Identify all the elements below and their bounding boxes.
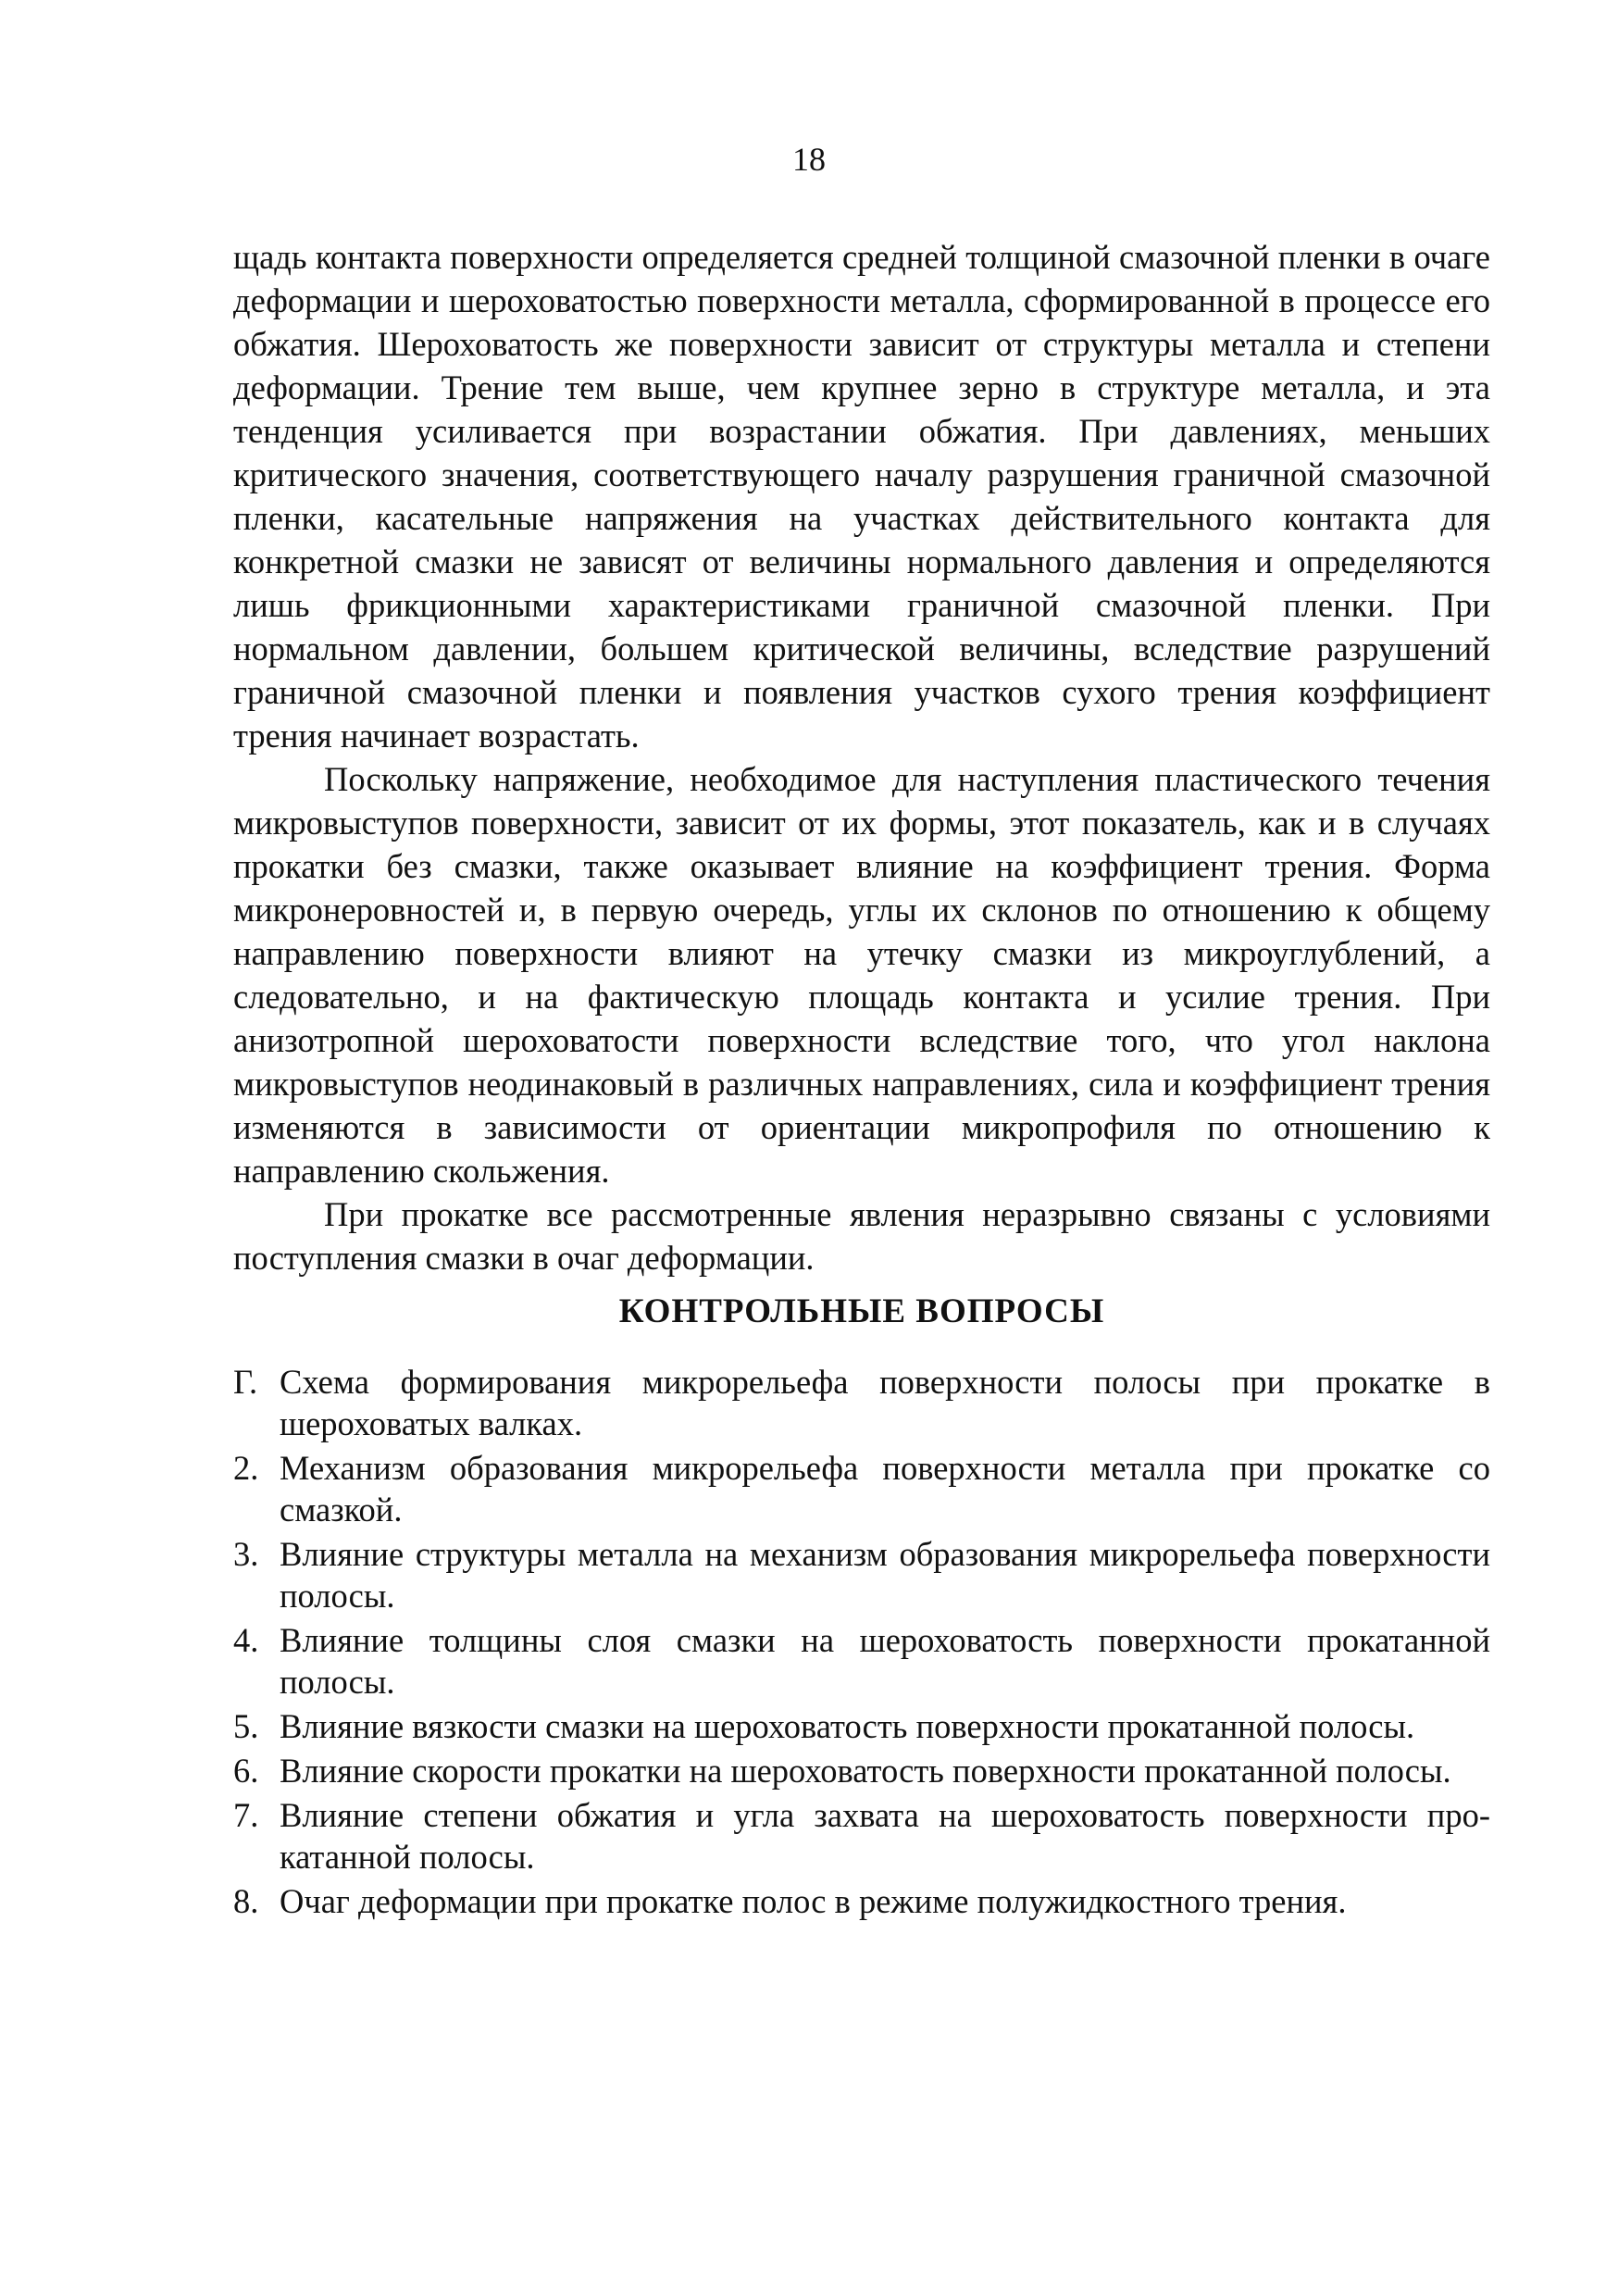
question-text: Влияние толщины слоя смазки на шероховатость поверхности прокатанной полосы. [280, 1621, 1490, 1701]
question-number: 3. [233, 1535, 259, 1573]
question-text: Механизм образования микрорельефа поверхности металла при прокатке со смазкой. [280, 1449, 1490, 1529]
question-item [233, 1619, 1490, 1703]
paragraph-continuation: щадь контакта поверхности определяется средней толщиной смазочной пленки в очаге деформации и шероховатостью поверхности металла, сформированной в процессе его обжатия. Шероховатость же поверхности зависит от структуры металла и степени деформации. Трение тем выше, чем крупнее зерно в структуре металла, и эта тенденция усиливается при возрастании обжатия. При давлениях, меньших критического значения, соответствующего началу разрушения граничной смазочной пленки, касательные напряжения на участках действительного контакта для конкретной смазки не зависят от величины нормального давления и определяются лишь фрикционными характеристиками граничной смазочной пленки. При нормальном давлении, большем критической величины, вследствие разрушений граничной смазочной пленки и появления участков сухого трения коэффициент трения начинает возрастать. [233, 238, 1490, 755]
question-number: 6. [233, 1752, 259, 1790]
question-text: Влияние степени обжатия и угла захвата на шероховатость поверхности прокатанной полосы. [280, 1796, 1490, 1876]
page-number: 18 [792, 141, 826, 178]
questions-list [233, 1361, 1490, 1925]
body-text [233, 235, 1490, 1279]
question-text: Очаг деформации при прокатке полос в режиме полужидкостного трения. [280, 1882, 1347, 1920]
question-number: 7. [233, 1796, 259, 1834]
question-item [233, 1447, 1490, 1530]
question-number: Г. [233, 1363, 258, 1401]
paragraph-microprofile: Поскольку напряжение, необходимое для наступления пластического течения микровыступов поверхности, зависит от их формы, этот показатель, как и в случаях прокатки без смазки, также оказывает влияние на коэффициент трения. Форма микронеровностей и, в первую очередь, углы их склонов по отношению к общему направлению поверхности влияют на утечку смазки из микроуглублений, а следовательно, и на фактическую площадь контакта и усилие трения. При анизотропной шероховатости поверхности вследствие того, что угол наклона микровыступов неодинаковый в различных направлениях, сила и коэффициент трения изменяются в зависимости от ориентации микропрофиля по отношению к направлению скольжения. [233, 760, 1490, 1190]
question-item [233, 1361, 1490, 1444]
section-heading: КОНТРОЛЬНЫЕ ВОПРОСЫ [618, 1292, 1105, 1330]
question-text: Влияние скорости прокатки на шероховатость поверхности прокатанной полосы. [280, 1752, 1451, 1790]
paragraph-conclusion: При прокатке все рассмотренные явления неразрывно связаны с условиями поступления смазки в очаг деформации. [233, 1195, 1490, 1277]
question-text: Влияние структуры металла на механизм образования микрорельефа поверхности полосы. [280, 1535, 1490, 1615]
question-number: 8. [233, 1882, 259, 1920]
question-item [233, 1533, 1490, 1616]
question-item [233, 1705, 1490, 1747]
question-item [233, 1880, 1490, 1922]
question-item [233, 1750, 1490, 1791]
question-number: 4. [233, 1621, 259, 1659]
question-text: Влияние вязкости смазки на шероховатость поверхности прокатанной полосы. [280, 1707, 1415, 1745]
question-number: 2. [233, 1449, 259, 1487]
question-number: 5. [233, 1707, 259, 1745]
question-text: Схема формирования микрорельефа поверхности полосы при прокатке в шероховатых валках. [280, 1363, 1490, 1442]
question-item [233, 1794, 1490, 1878]
